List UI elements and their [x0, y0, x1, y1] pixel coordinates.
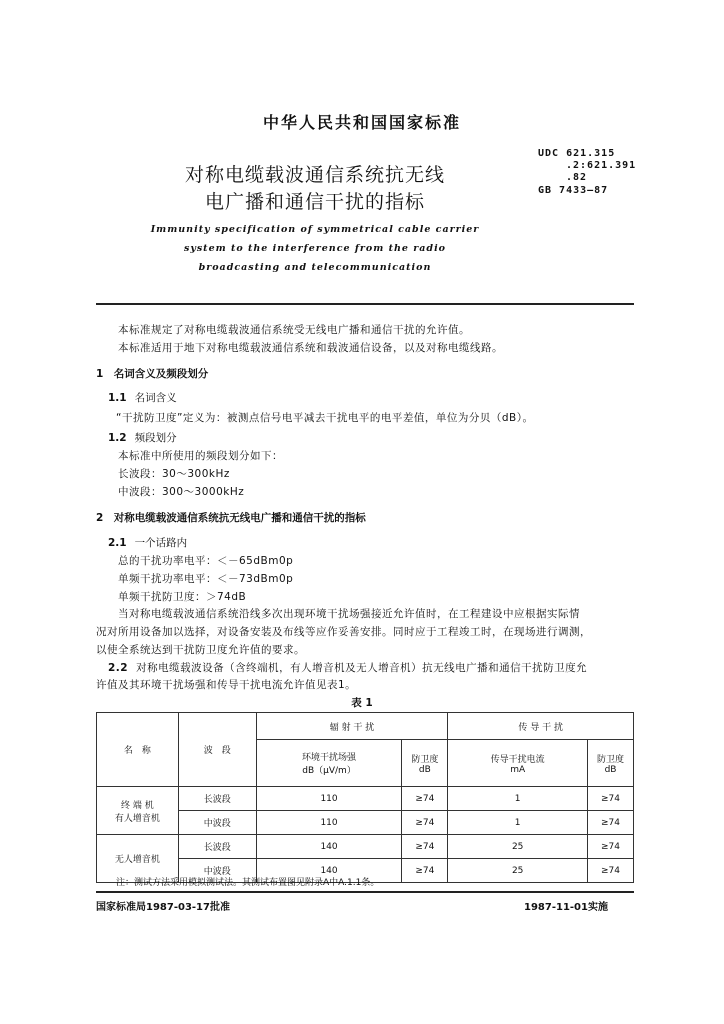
col-header-protection-2 [588, 740, 634, 787]
clause-2-2-line-1 [108, 660, 587, 675]
equipment-name-unattended: 无人增音机 [97, 835, 179, 883]
intro-para-2: 本标准适用于地下对称电缆载波通信系统和载波通信设备，以及对称电缆线路。 [118, 342, 503, 354]
clause-2-1-number: 2.1 [108, 537, 127, 549]
udc-code-3: .82 [566, 172, 588, 183]
single-freq-interference-level: 单频干扰功率电平：＜－73dBm0p [118, 573, 294, 585]
col-header-protection-1 [402, 740, 448, 787]
group-header-conducted: 传 导 干 扰 [448, 713, 634, 740]
current-cell: 1 [448, 787, 588, 811]
clause-1-2 [108, 430, 177, 445]
band-long-wave: 长波段：30～300kHz [118, 468, 230, 480]
clause-1-1-title: 名词含义 [134, 392, 177, 404]
intro-para-1: 本标准规定了对称电缆载波通信系统受无线电广播和通信干扰的允许值。 [118, 324, 470, 336]
section-2-para-line-1: 当对称电缆载波通信系统沿线多次出现环境干扰场强接近允许值时，在工程建设中应根据实际情 [118, 608, 580, 620]
protection-2-cell: ≥74 [588, 835, 634, 859]
protection-1-cell: ≥74 [402, 787, 448, 811]
english-title-3: broadcasting and telecommunication [198, 262, 432, 273]
title-line-1: 对称电缆载波通信系统抗无线 [184, 164, 445, 186]
band-cell: 中波段 [178, 859, 256, 883]
standard-header: 中华人民共和国国家标准 [262, 113, 461, 132]
current-unit: mA [510, 764, 526, 775]
effective-date: 1987-11-01实施 [524, 902, 608, 913]
protection-1-cell: ≥74 [402, 811, 448, 835]
approval-date: 国家标准局1987-03-17批准 [96, 902, 230, 913]
total-interference-level: 总的干扰功率电平：＜－65dBm0p [118, 555, 294, 567]
table-row [97, 835, 634, 859]
protection-1-label: 防卫度 [411, 754, 439, 765]
english-title-2: system to the interference from the radio [183, 243, 447, 254]
field-strength-cell: 110 [256, 811, 402, 835]
band-medium-wave: 中波段：300～3000kHz [118, 486, 245, 498]
band-cell: 中波段 [178, 811, 256, 835]
protection-1-cell: ≥74 [402, 859, 448, 883]
equipment-name-terminal [97, 787, 179, 835]
col-header-band: 波 段 [178, 713, 256, 787]
protection-2-unit: dB [604, 764, 617, 775]
clause-1-2-title: 频段划分 [134, 432, 177, 444]
current-cell: 25 [448, 835, 588, 859]
protection-2-cell: ≥74 [588, 859, 634, 883]
current-cell: 25 [448, 859, 588, 883]
clause-2-1-title: 一个话路内 [134, 537, 188, 549]
clause-2-1 [108, 535, 187, 550]
protection-1-unit: dB [418, 764, 431, 775]
equipment-name-line: 终 端 机 [121, 800, 154, 811]
current-label: 传导干扰电流 [490, 754, 545, 765]
clause-2-2-text: 对称电缆载波设备（含终端机，有人增音机及无人增音机）抗无线电广播和通信干扰防卫度允 [136, 662, 588, 674]
footer-rule [96, 891, 634, 893]
single-freq-protection: 单频干扰防卫度：＞74dB [118, 591, 247, 603]
field-strength-cell: 140 [256, 859, 402, 883]
protection-2-cell: ≥74 [588, 787, 634, 811]
field-strength-label: 环境干扰场强 [302, 753, 357, 763]
equipment-name-line: 有人增音机 [114, 813, 160, 824]
clause-1-1-number: 1.1 [108, 392, 127, 404]
protection-1-cell: ≥74 [402, 835, 448, 859]
band-cell: 长波段 [178, 835, 256, 859]
clause-2-2-number: 2.2 [108, 662, 129, 674]
udc-code-2: .2:621.391 [566, 160, 637, 171]
clause-2-2-line-2: 许值及其环境干扰场强和传导干扰电流允许值见表1。 [96, 679, 357, 691]
col-header-field-strength [256, 740, 402, 787]
english-title-1: Immunity specification of symmetrical cable carrier [150, 224, 480, 235]
field-strength-cell: 110 [256, 787, 402, 811]
protection-2-cell: ≥74 [588, 811, 634, 835]
field-strength-cell: 140 [256, 835, 402, 859]
clause-1-2-number: 1.2 [108, 432, 127, 444]
col-header-current [448, 740, 588, 787]
table-header-row-1 [97, 713, 634, 740]
band-intro: 本标准中所使用的频段划分如下： [118, 450, 283, 462]
clause-1-1 [108, 390, 177, 405]
current-cell: 1 [448, 811, 588, 835]
protection-2-label: 防卫度 [597, 754, 625, 765]
table-note: 注：测试方法采用模拟测试法。其测试布置图见附录A中A.1.1条。 [116, 878, 380, 888]
title-line-2: 电广播和通信干扰的指标 [204, 191, 425, 213]
section-1-heading: 1 名词含义及频段划分 [96, 368, 209, 380]
group-header-radiated: 辐 射 干 扰 [256, 713, 448, 740]
field-strength-unit: dB（μV/m） [302, 766, 356, 776]
gb-number: GB 7433—87 [538, 185, 609, 196]
col-header-name: 名 称 [97, 713, 179, 787]
band-cell: 长波段 [178, 787, 256, 811]
table-row [97, 787, 634, 811]
udc-code-1: UDC 621.315 [538, 148, 616, 159]
clause-1-1-text: “干扰防卫度”定义为：被测点信号电平减去干扰电平的电平差值，单位为分贝（dB）。 [116, 412, 534, 424]
section-2-para-line-3: 以使全系统达到干扰防卫度允许值的要求。 [96, 644, 305, 656]
header-rule [96, 303, 634, 305]
interference-table [96, 712, 634, 883]
table-caption: 表 1 [351, 697, 373, 709]
section-2-para-line-2: 况对所用设备加以选择，对设备安装及布线等应作妥善安排。同时应于工程竣工时，在现场进行调测， [96, 626, 591, 638]
section-2-heading: 2 对称电缆载波通信系统抗无线电广播和通信干扰的指标 [96, 512, 366, 524]
